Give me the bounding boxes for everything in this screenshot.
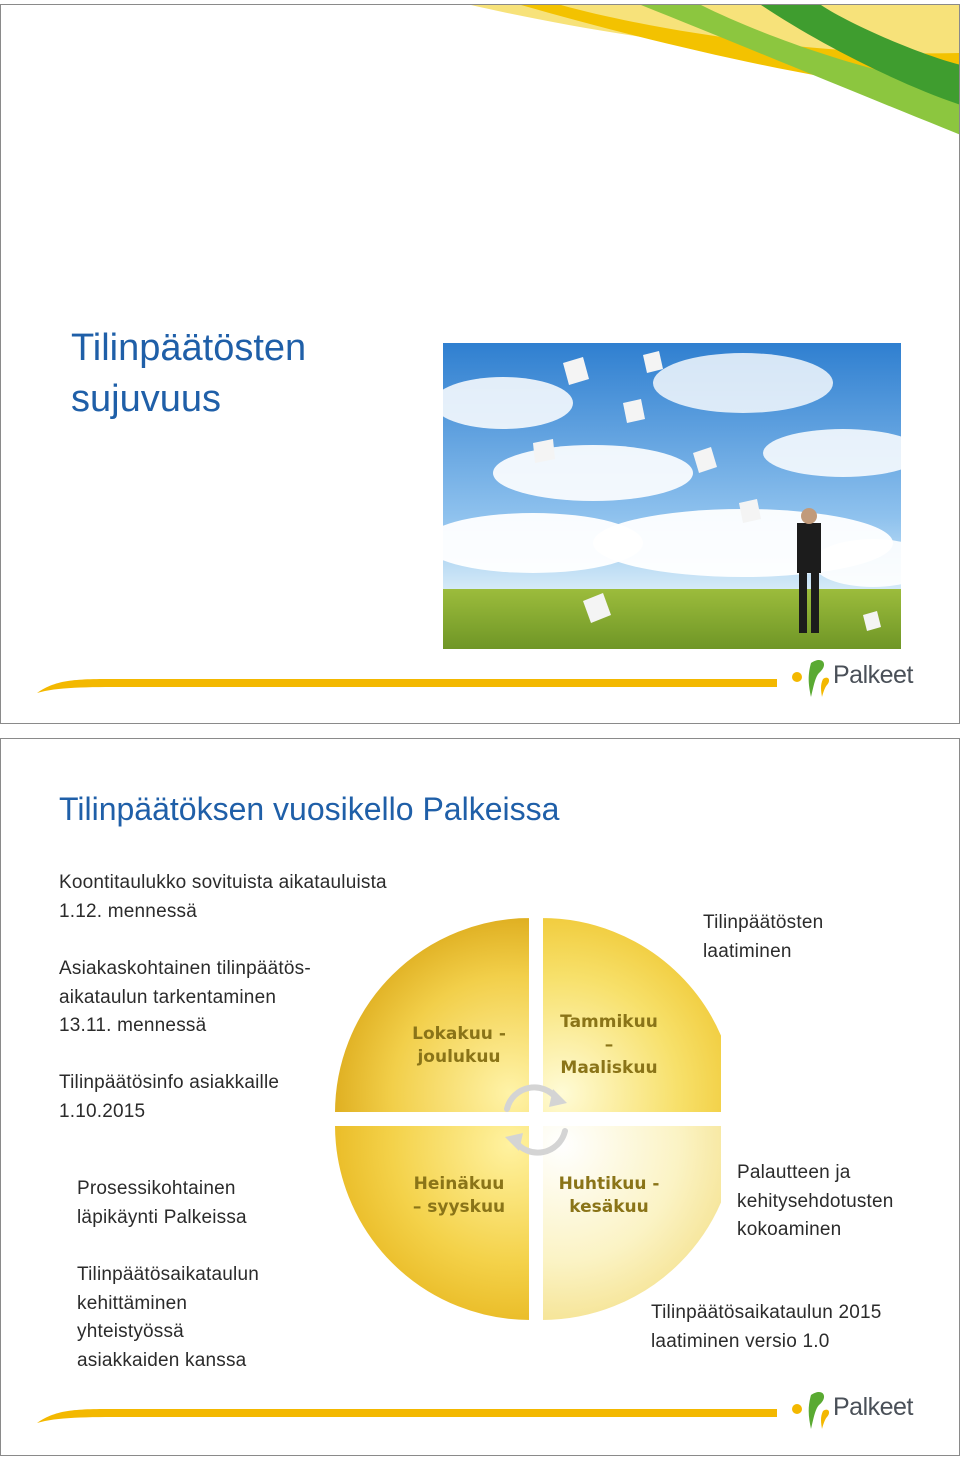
palkeet-logo-text: Palkeet: [833, 1393, 913, 1421]
decorative-swoosh: [1, 5, 960, 145]
bottom-bar: [37, 673, 777, 697]
businessman-flying-papers-photo: [443, 343, 901, 649]
note-info-session: Tilinpäätösinfo asiakkaille 1.10.2015: [59, 1072, 280, 1122]
palkeet-logo-text: Palkeet: [833, 661, 913, 689]
quarter-oct-dec-segment: [334, 917, 530, 1113]
note-schedule-development: Tilinpäätösaikataulun kehittäminen yhteistyössä asiakkaiden kanssa: [77, 1264, 260, 1371]
quarter-label-oct-dec: Lokakuu - joulukuu: [412, 1024, 506, 1067]
quarter-label-jul-sep: Heinäkuu – syyskuu: [412, 1174, 506, 1217]
slide-1: [0, 4, 960, 724]
palkeet-logo-mark-icon: [789, 1381, 833, 1437]
palkeet-logo-mark-icon: [789, 649, 833, 705]
quarter-label-apr-jun: Huhtikuu - kesäkuu: [558, 1174, 660, 1217]
quarter-apr-jun-segment: [542, 1125, 721, 1321]
slide-2: [0, 738, 960, 1456]
slide-title: Tilinpäätöksen vuosikello Palkeissa: [59, 791, 560, 827]
note-process-review: Prosessikohtainen läpikäynti Palkeissa: [77, 1178, 247, 1228]
slide-title: Tilinpäätösten sujuvuus: [71, 327, 307, 420]
bottom-bar: [37, 1403, 777, 1427]
note-summary-table: Koontitaulukko sovituista aikatauluista 1.12. mennessä: [59, 872, 387, 922]
note-statements-preparation: Tilinpäätösten laatiminen: [703, 912, 824, 962]
note-schedule-version: Tilinpäätösaikataulun 2015 laatiminen versio 1.0: [651, 1302, 882, 1352]
palkeet-logo: [789, 1381, 919, 1437]
note-schedule-refinement: Asiakaskohtainen tilinpäätös- aikataulun tarkentaminen 13.11. mennessä: [59, 958, 311, 1036]
quarter-label-jan-mar: Tammikuu – Maaliskuu: [560, 1012, 658, 1078]
year-clock-wheel: [321, 909, 721, 1339]
note-feedback-collection: Palautteen ja kehitysehdotusten kokoaminen: [737, 1162, 894, 1240]
quarter-jul-sep-segment: [334, 1125, 530, 1321]
palkeet-logo: [789, 649, 919, 705]
